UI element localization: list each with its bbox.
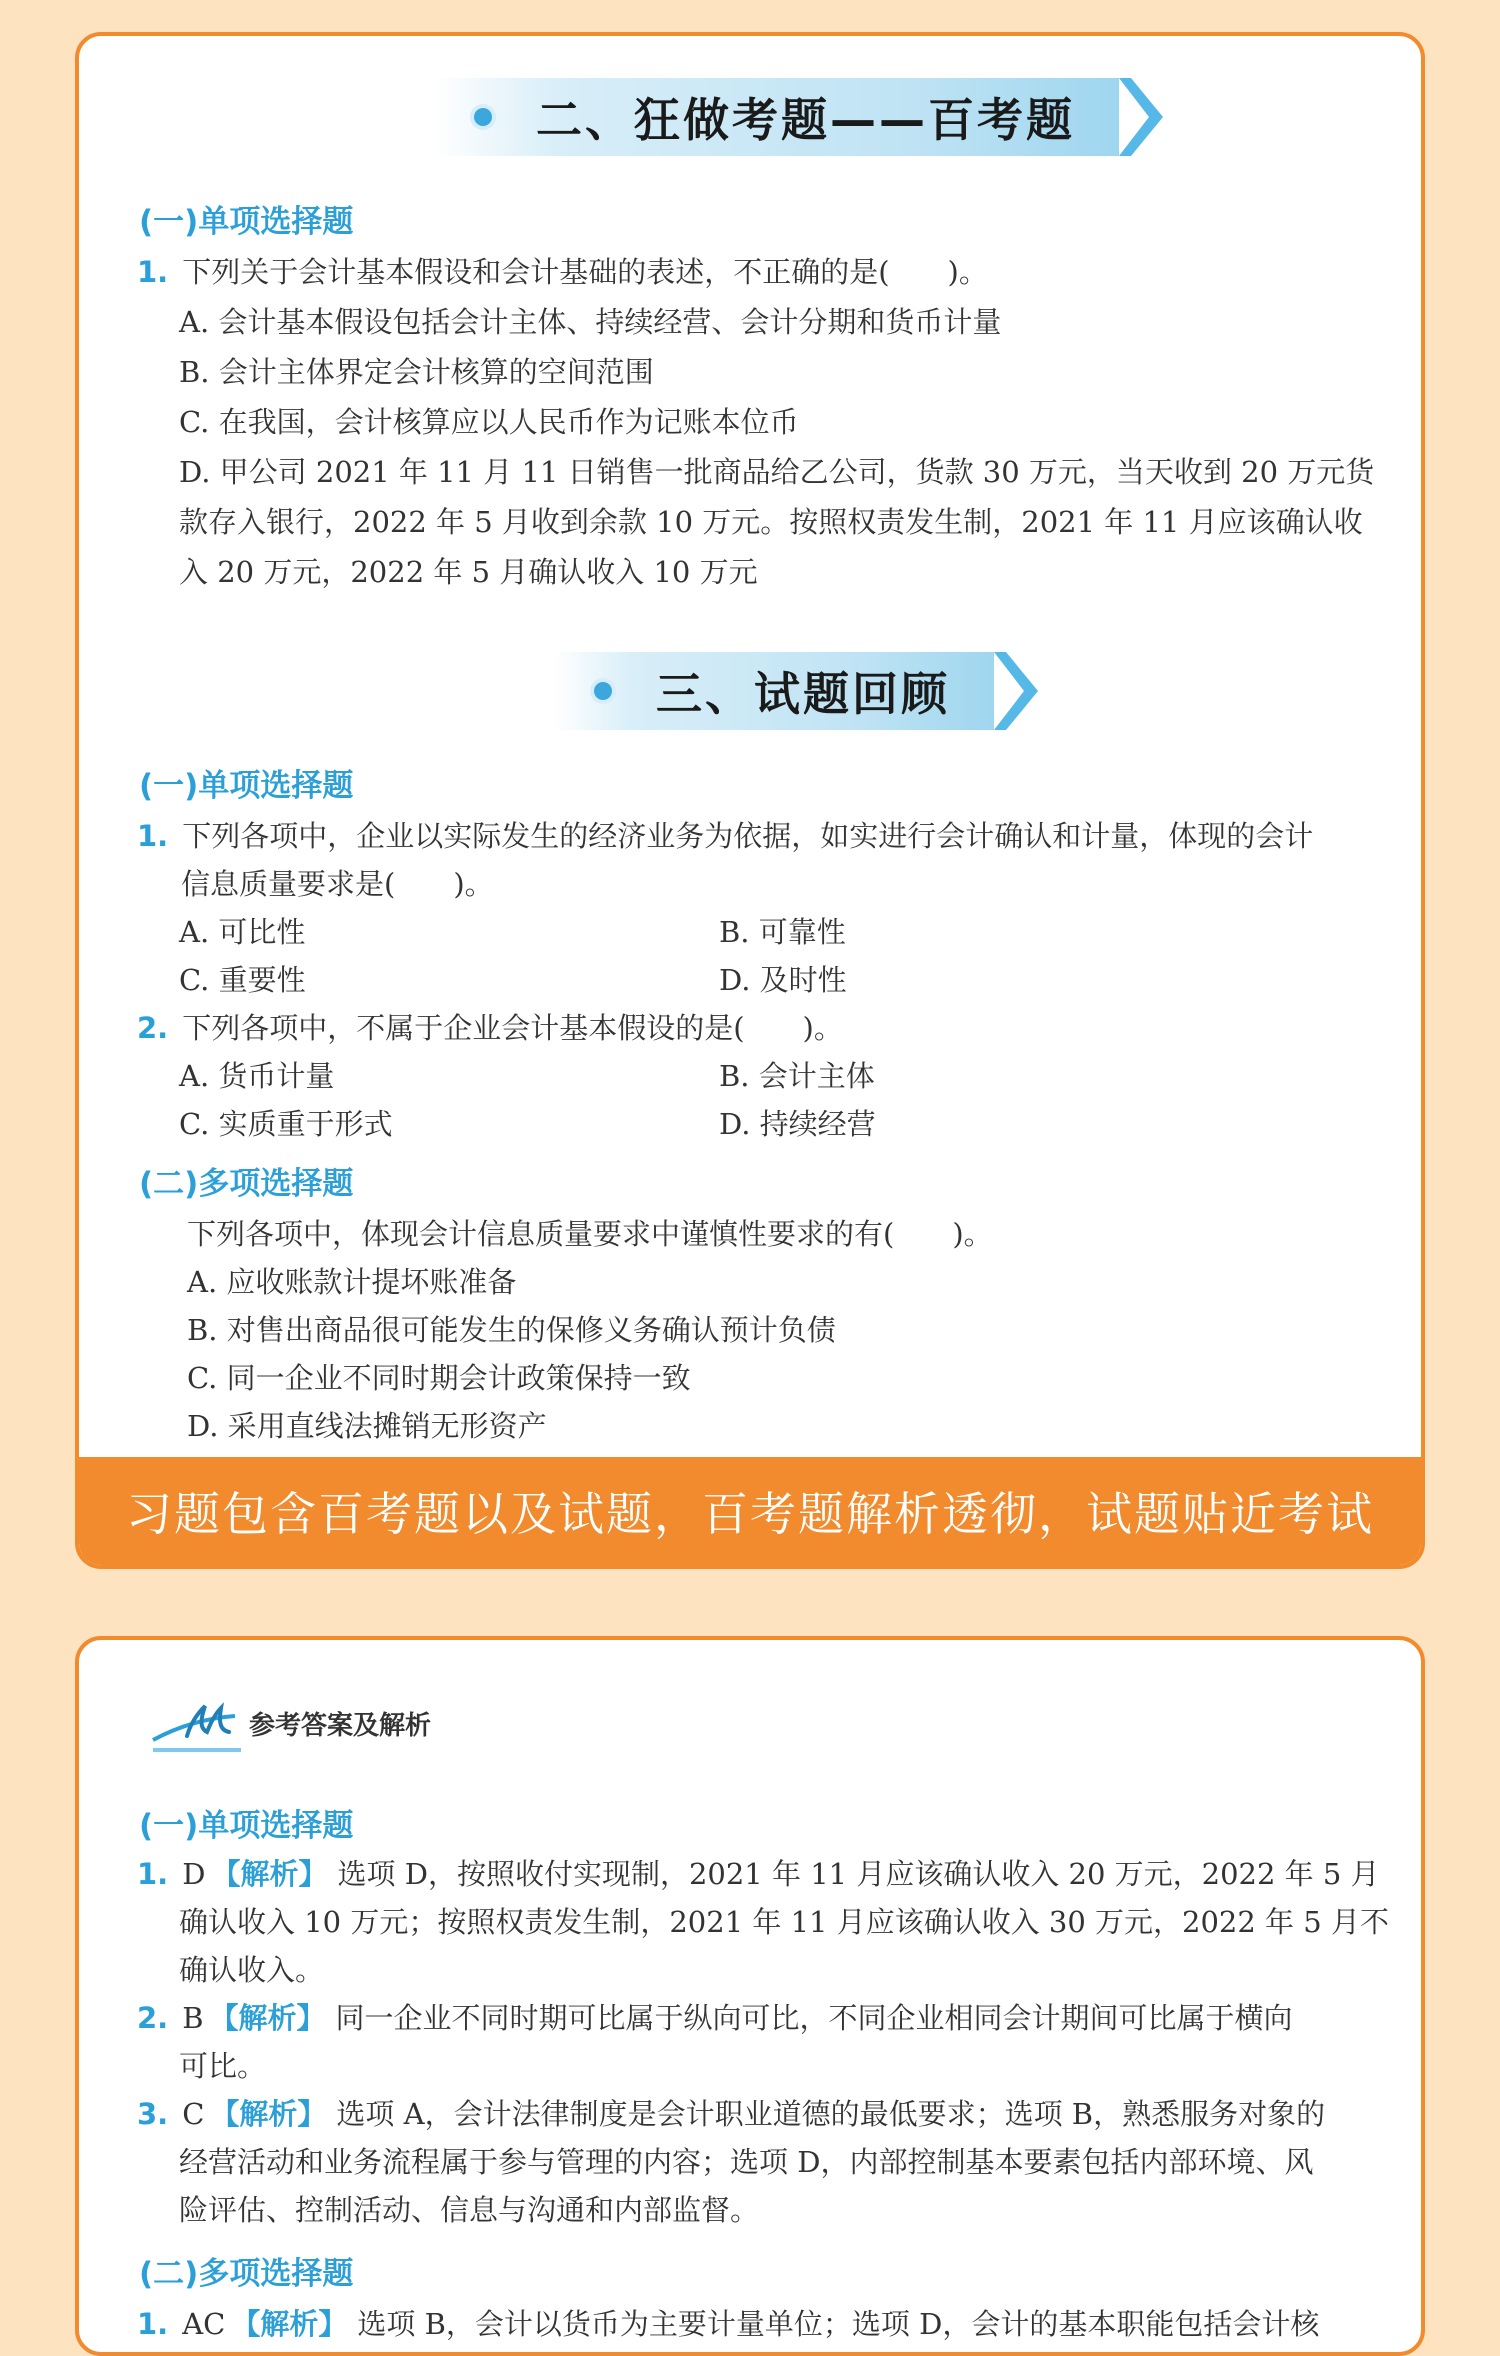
answers-header bbox=[149, 1696, 431, 1756]
answers-title: 参考答案及解析 bbox=[249, 1711, 432, 1741]
answer-item bbox=[137, 1994, 1293, 2043]
answer-item bbox=[137, 2300, 1319, 2349]
question-text: 下列各项中，企业以实际发生的经济业务为依据，如实进行会计确认和计量，体现的会计 bbox=[182, 819, 1314, 853]
analysis-tag: 【解析】 bbox=[209, 2001, 326, 2035]
question-number: 1. bbox=[137, 819, 169, 853]
answer-number: 1. bbox=[137, 1857, 169, 1891]
option-a: A. 货币计量 bbox=[179, 1059, 335, 1093]
answer-choice: D bbox=[182, 1857, 206, 1891]
banner-band bbox=[554, 652, 994, 730]
section-banner-review bbox=[554, 648, 1040, 734]
option-a: A. 应收账款计提坏账准备 bbox=[187, 1265, 517, 1299]
section-heading-multi-choice: (二)多项选择题 bbox=[139, 2256, 354, 2292]
option-d-cont: 款存入银行，2022 年 5 月收到余款 10 万元。按照权责发生制，2021 年 11 月应该确认收 bbox=[179, 505, 1363, 539]
analysis-text: 选项 D，按照收付实现制，2021 年 11 月应该确认收入 20 万元，2022 年 5 月 bbox=[337, 1857, 1380, 1891]
option-d: D. 及时性 bbox=[719, 963, 847, 997]
question-stem bbox=[137, 1004, 843, 1053]
answer-number: 2. bbox=[137, 2001, 169, 2035]
question-text-cont: 信息质量要求是( )。 bbox=[181, 867, 494, 901]
answer-item bbox=[137, 1850, 1380, 1899]
answer-choice: AC bbox=[182, 2307, 226, 2341]
analysis-text: 选项 A，会计法律制度是会计职业道德的最低要求；选项 B，熟悉服务对象的 bbox=[336, 2097, 1326, 2131]
section-heading-multi-choice: (二)多项选择题 bbox=[139, 1166, 354, 1202]
question-text: 下列关于会计基本假设和会计基础的表述，不正确的是( )。 bbox=[182, 255, 988, 289]
analysis-text-cont: 确认收入。 bbox=[179, 1953, 325, 1987]
analysis-text-cont: 确认收入 10 万元；按照权责发生制，2021 年 11 月应该确认收入 30 万元，2022 年 5 月不 bbox=[179, 1905, 1389, 1939]
answer-number: 3. bbox=[137, 2097, 169, 2131]
analysis-tag: 【解析】 bbox=[211, 1857, 328, 1891]
answer-item bbox=[137, 2090, 1325, 2139]
option-b: B. 会计主体 bbox=[719, 1059, 875, 1093]
banner-title: 二、狂做考题——百考题 bbox=[536, 93, 1075, 147]
promo-footer-bar: 习题包含百考题以及试题，百考题解析透彻，试题贴近考试 bbox=[79, 1457, 1421, 1565]
analysis-text-cont: 险评估、控制活动、信息与沟通和内部监督。 bbox=[179, 2193, 760, 2227]
option-b: B. 可靠性 bbox=[719, 915, 846, 949]
option-d: D. 采用直线法摊销无形资产 bbox=[187, 1409, 547, 1443]
analysis-text-cont: 经营活动和业务流程属于参与管理的内容；选项 D，内部控制基本要素包括内部环境、风 bbox=[179, 2145, 1314, 2179]
banner-band bbox=[434, 78, 1119, 156]
questions-card bbox=[75, 32, 1425, 1569]
analysis-tag: 【解析】 bbox=[231, 2307, 348, 2341]
question-stem bbox=[137, 248, 988, 297]
question-stem bbox=[137, 812, 1313, 861]
option-c: C. 在我国，会计核算应以人民币作为记账本位币 bbox=[179, 405, 799, 439]
answers-card bbox=[75, 1636, 1425, 2356]
option-c: C. 重要性 bbox=[179, 963, 306, 997]
option-c: C. 同一企业不同时期会计政策保持一致 bbox=[187, 1361, 691, 1395]
section-heading-single-choice: (一)单项选择题 bbox=[139, 768, 354, 804]
option-d: D. 甲公司 2021 年 11 月 11 日销售一批商品给乙公司，货款 30 万元，当天收到 20 万元货 bbox=[179, 455, 1375, 489]
question-stem: 下列各项中，体现会计信息质量要求中谨慎性要求的有( )。 bbox=[187, 1217, 993, 1251]
section-heading-single-choice: (一)单项选择题 bbox=[139, 1808, 354, 1844]
answer-choice: C bbox=[182, 2097, 205, 2131]
bullet-dot-icon bbox=[474, 108, 492, 126]
question-number: 2. bbox=[137, 1011, 169, 1045]
section-banner-practice bbox=[434, 74, 1165, 160]
option-a: A. 会计基本假设包括会计主体、持续经营、会计分期和货币计量 bbox=[179, 305, 1002, 339]
bullet-dot-icon bbox=[594, 682, 612, 700]
question-text: 下列各项中，不属于企业会计基本假设的是( )。 bbox=[182, 1011, 843, 1045]
chevron-right-icon bbox=[994, 648, 1040, 734]
analysis-text: 同一企业不同时期可比属于纵向可比，不同企业相同会计期间可比属于横向 bbox=[335, 2001, 1293, 2035]
option-c: C. 实质重于形式 bbox=[179, 1107, 393, 1141]
answer-number: 1. bbox=[137, 2307, 169, 2341]
option-a: A. 可比性 bbox=[179, 915, 306, 949]
analysis-text: 选项 B，会计以货币为主要计量单位；选项 D，会计的基本职能包括会计核 bbox=[357, 2307, 1320, 2341]
option-b: B. 会计主体界定会计核算的空间范围 bbox=[179, 355, 654, 389]
question-number: 1. bbox=[137, 255, 169, 289]
option-b: B. 对售出商品很可能发生的保修义务确认预计负债 bbox=[187, 1313, 836, 1347]
banner-title: 三、试题回顾 bbox=[656, 667, 950, 721]
answer-choice: B bbox=[182, 2001, 204, 2035]
swoosh-logo-icon bbox=[149, 1696, 245, 1756]
section-heading-single-choice: (一)单项选择题 bbox=[139, 204, 354, 240]
option-d-cont: 入 20 万元，2022 年 5 月确认收入 10 万元 bbox=[179, 555, 758, 589]
option-d: D. 持续经营 bbox=[719, 1107, 876, 1141]
analysis-text-cont: 可比。 bbox=[179, 2049, 267, 2083]
analysis-tag: 【解析】 bbox=[210, 2097, 327, 2131]
chevron-right-icon bbox=[1119, 74, 1165, 160]
